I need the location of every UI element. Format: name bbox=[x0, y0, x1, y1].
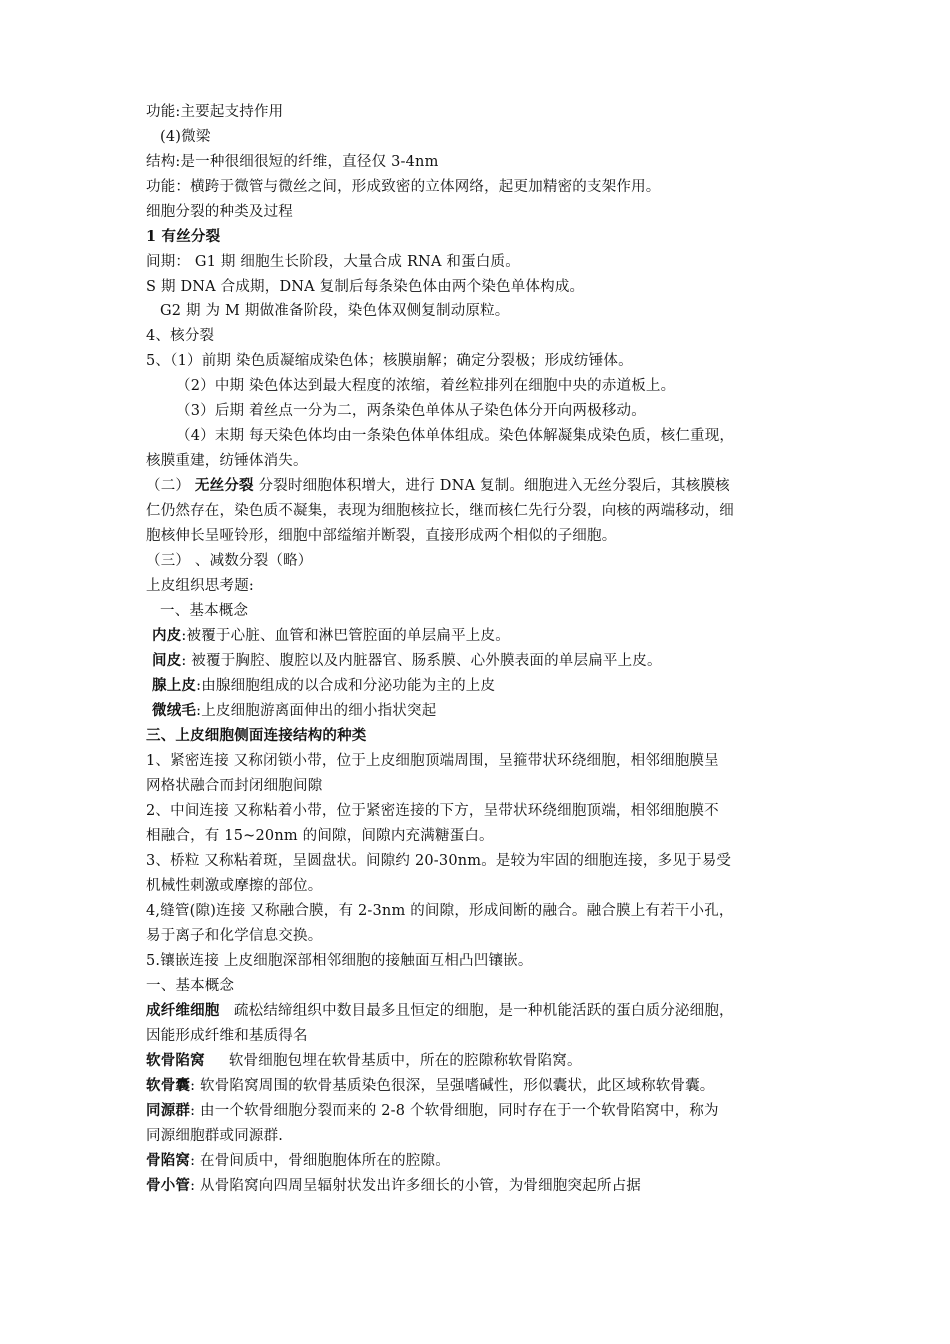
definition: :被覆于心脏、血管和淋巴管腔面的单层扁平上皮。 bbox=[181, 628, 510, 644]
text-line: 核膜重建，纺锤体消失。 bbox=[146, 453, 308, 469]
definition: : 软骨陷窝周围的软骨基质染色很深，呈强嗜碱性，形似囊状，此区域称软骨囊。 bbox=[190, 1078, 715, 1094]
definition: : 由一个软骨细胞分裂而来的 2-8 个软骨细胞，同时存在于一个软骨陷窝中，称为 bbox=[190, 1103, 719, 1119]
text-line: 4,缝管(隙)连接 又称融合膜，有 2-3nm 的间隙，形成间断的融合。融合膜上有若干小孔， bbox=[146, 903, 734, 919]
text-line: 间期： G1 期 细胞生长阶段，大量合成 RNA 和蛋白质。 bbox=[146, 254, 520, 270]
text-line: 胞核伸长呈哑铃形，细胞中部缢缩并断裂，直接形成两个相似的子细胞。 bbox=[146, 528, 617, 544]
text-line: 3、桥粒 又称粘着斑，呈圆盘状。间隙约 20-30nm。是较为牢固的细胞连接，多见于易受 bbox=[146, 853, 732, 869]
text-line: 5.镶嵌连接 上皮细胞深部相邻细胞的接触面互相凸凹镶嵌。 bbox=[146, 953, 533, 969]
text-line: 4、核分裂 bbox=[146, 328, 215, 344]
definition-line bbox=[152, 652, 662, 670]
section-heading: 三、上皮细胞侧面连接结构的种类 bbox=[146, 727, 367, 744]
term: 骨陷窝 bbox=[146, 1152, 191, 1169]
term: 腺上皮 bbox=[152, 677, 197, 694]
section-heading: 1 有丝分裂 bbox=[146, 228, 221, 245]
text-line: 功能：横跨于微管与微丝之间，形成致密的立体网络，起更加精密的支架作用。 bbox=[146, 179, 661, 195]
definition: : 在骨间质中，骨细胞胞体所在的腔隙。 bbox=[190, 1153, 450, 1169]
term: 内皮 bbox=[152, 627, 182, 644]
text-line: （2）中期 染色体达到最大程度的浓缩，着丝粒排列在细胞中央的赤道板上。 bbox=[176, 378, 676, 394]
term: 同源群 bbox=[146, 1102, 191, 1119]
definition: 分裂时细胞体积增大，进行 DNA 复制。细胞进入无丝分裂后，其核膜核 bbox=[258, 478, 730, 494]
definition-line bbox=[152, 677, 495, 695]
definition: : 被覆于胸腔、腹腔以及内脏器官、肠系膜、心外膜表面的单层扁平上皮。 bbox=[181, 653, 662, 669]
text-line: 2、中间连接 又称粘着小带，位于紧密连接的下方，呈带状环绕细胞顶端，相邻细胞膜不 bbox=[146, 803, 719, 819]
text-line: 一、基本概念 bbox=[160, 603, 249, 619]
text-line: 同源细胞群或同源群. bbox=[146, 1128, 284, 1144]
definition-line bbox=[152, 702, 436, 720]
section-heading: (4)微梁 bbox=[160, 129, 211, 145]
text-line: 结构:是一种很细很短的纤维，直径仅 3-4nm bbox=[146, 154, 439, 170]
text-line: 相融合，有 15~20nm 的间隙，间隙内充满糖蛋白。 bbox=[146, 828, 494, 844]
text-line: G2 期 为 M 期做准备阶段，染色体双侧复制动原粒。 bbox=[160, 303, 510, 319]
definition: : 从骨陷窝向四周呈辐射状发出许多细长的小管，为骨细胞突起所占据 bbox=[190, 1178, 642, 1194]
text-line: 功能:主要起支持作用 bbox=[146, 104, 284, 120]
definition-line bbox=[146, 1077, 715, 1095]
definition: :上皮细胞游离面伸出的细小指状突起 bbox=[196, 703, 437, 719]
term: 软骨囊 bbox=[146, 1077, 191, 1094]
term: 间皮 bbox=[152, 652, 182, 669]
definition: :由腺细胞组成的以合成和分泌功能为主的上皮 bbox=[196, 678, 496, 694]
text-line bbox=[146, 477, 730, 495]
text-line: （3）后期 着丝点一分为二，两条染色单体从子染色体分开向两极移动。 bbox=[176, 403, 646, 419]
text-line: 1、紧密连接 又称闭锁小带，位于上皮细胞顶端周围，呈箍带状环绕细胞，相邻细胞膜呈 bbox=[146, 753, 719, 769]
term: 无丝分裂 bbox=[194, 477, 254, 494]
term: 骨小管 bbox=[146, 1177, 191, 1194]
text-line: 机械性刺激或摩擦的部位。 bbox=[146, 878, 323, 894]
text-line: 上皮组织思考题: bbox=[146, 578, 254, 594]
text-line: 易于离子和化学信息交换。 bbox=[146, 928, 323, 944]
definition-line bbox=[146, 1002, 734, 1020]
term: 微绒毛 bbox=[152, 702, 197, 719]
numbering: （二） bbox=[146, 478, 191, 494]
definition-line bbox=[146, 1052, 582, 1070]
definition: 软骨细胞包埋在软骨基质中，所在的腔隙称软骨陷窝。 bbox=[228, 1053, 582, 1069]
text-line: 细胞分裂的种类及过程 bbox=[146, 204, 293, 220]
term: 成纤维细胞 bbox=[146, 1002, 220, 1019]
definition-line bbox=[146, 1152, 450, 1170]
definition-line bbox=[152, 627, 510, 645]
definition: 疏松结缔组织中数目最多且恒定的细胞，是一种机能活跃的蛋白质分泌细胞， bbox=[233, 1003, 734, 1019]
text-line: 网格状融合而封闭细胞间隙 bbox=[146, 778, 323, 794]
text-line: 仁仍然存在，染色质不凝集，表现为细胞核拉长，继而核仁先行分裂，向核的两端移动，细 bbox=[146, 503, 734, 519]
text-line: （三） 、减数分裂（略） bbox=[146, 553, 313, 569]
text-line: S 期 DNA 合成期，DNA 复制后每条染色体由两个染色单体构成。 bbox=[146, 279, 585, 295]
text-line: 5、（1）前期 染色质凝缩成染色体；核膜崩解；确定分裂极；形成纺锤体。 bbox=[146, 353, 633, 369]
text-line: （4）末期 每天染色体均由一条染色体单体组成。染色体解凝集成染色质，核仁重现， bbox=[176, 428, 735, 444]
text-line: 因能形成纤维和基质得名 bbox=[146, 1028, 308, 1044]
term: 软骨陷窝 bbox=[146, 1052, 205, 1069]
text-line: 一、基本概念 bbox=[146, 978, 235, 994]
definition-line bbox=[146, 1177, 641, 1195]
definition-line bbox=[146, 1102, 719, 1120]
